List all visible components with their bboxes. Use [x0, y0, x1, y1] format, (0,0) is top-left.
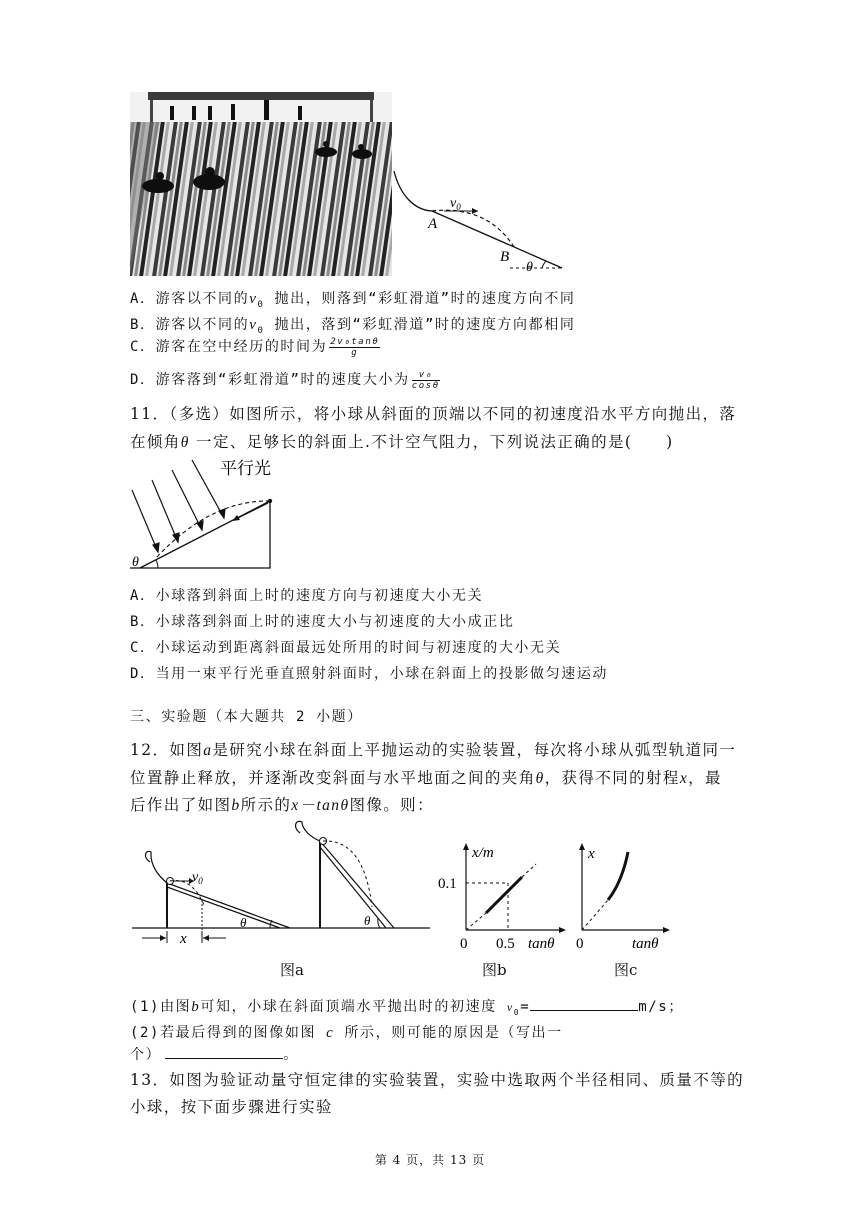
v0-label: $v_0$ — [450, 196, 461, 212]
q11-stem-line2: 在倾角θ 一定、足够长的斜面上.不计空气阻力，下列说法正确的是( ) — [130, 433, 674, 451]
q11-option-b: B．小球落到斜面上时的速度大小与初速度的大小成正比 — [130, 614, 515, 630]
angle-label: θ — [364, 913, 371, 928]
angle-label: θ — [526, 260, 533, 275]
q11-stem-line1: 11．（多选）如图所示，将小球从斜面的顶端以不同的初速度沿水平方向抛出，落 — [130, 405, 737, 423]
q11-option-d: D．当用一束平行光垂直照射斜面时，小球在斜面上的投影做匀速运动 — [130, 666, 609, 682]
y-tick-label: 0.1 — [438, 876, 457, 892]
q13-stem-line2: 小球，按下面步骤进行实验 — [130, 1098, 333, 1116]
point-b-label: B — [500, 249, 510, 265]
figure-a-apparatus — [132, 815, 432, 950]
rainbow-slide-photo — [130, 92, 392, 276]
q10-option-c: C．游客在空中经历的时间为 $\frac{\text{2v₀tanθ}}{g}$ — [130, 336, 380, 358]
answer-blank[interactable] — [165, 1044, 283, 1059]
angle-label: θ — [240, 915, 247, 930]
y-axis-label: x/m — [472, 845, 494, 861]
fraction: $\frac{\text{2v₀tanθ}}{g}$ — [330, 336, 380, 358]
q10-option-d: D．游客落到“彩虹滑道”时的速度大小为 $\frac{\text{v₀}}{\cos\theta}$ — [130, 369, 440, 391]
x-tick-label: 0.5 — [496, 936, 515, 952]
q12-stem-line2: 位置静止释放，并逐渐改变斜面与水平地面之间的夹角θ，获得不同的射程x，最 — [130, 769, 722, 787]
figure-c-caption: 图c — [614, 961, 638, 979]
x-axis-label: tanθ — [632, 936, 659, 952]
page-footer: 第 4 页，共 13 页 — [374, 1153, 486, 1167]
origin-label: 0 — [460, 936, 468, 952]
range-x-label: x — [180, 931, 187, 947]
point-a-label: A — [428, 216, 438, 232]
answer-blank[interactable] — [530, 996, 638, 1011]
q11-option-a: A．小球落到斜面上时的速度方向与初速度大小无关 — [130, 588, 484, 604]
q13-stem-line1: 13．如图为验证动量守恒定律的实验装置，实验中选取两个半径相同、质量不等的 — [130, 1071, 745, 1089]
origin-label: 0 — [576, 936, 584, 952]
x-axis-label: tanθ — [528, 936, 555, 952]
q12-sub2-line2: 个） 。 — [130, 1044, 299, 1064]
figure-b-caption: 图b — [482, 961, 507, 979]
fraction: $\frac{\text{v₀}}{\cos\theta}$ — [411, 369, 440, 391]
q12-sub1: (1)由图b可知，小球在斜面顶端水平抛出时的初速度 $v_0= m/s$； — [130, 996, 684, 1017]
section-heading: 三、实验题（本大题共 2 小题） — [130, 709, 363, 725]
parallel-light-diagram — [130, 456, 290, 576]
v0-label: $v_0$ — [192, 870, 203, 886]
q10-option-b: B．游客以不同的$v_0$ 抛出，落到“彩虹滑道”时的速度方向都相同 — [130, 317, 576, 336]
parallel-light-label: 平行光 — [220, 459, 271, 479]
y-axis-label: x — [588, 846, 595, 862]
q11-option-c: C．小球运动到距离斜面最远处所用的时间与初速度的大小无关 — [130, 640, 562, 656]
ski-jump-diagram — [392, 165, 572, 275]
figure-a-caption: 图a — [280, 961, 304, 979]
q12-sub2: (2)若最后得到的图像如图 c 所示，则可能的原因是（写出一 — [130, 1025, 563, 1041]
q12-stem-line3: 后作出了如图b所示的x－tanθ图像。则： — [130, 796, 434, 814]
q12-stem-line1: 12．如图a是研究小球在斜面上平抛运动的实验装置，每次将小球从弧型轨道同一 — [130, 741, 737, 759]
angle-label: θ — [132, 555, 139, 570]
q10-option-a: A．游客以不同的$v_0$ 抛出，则落到“彩虹滑道”时的速度方向不同 — [130, 291, 576, 310]
figure-c-graph — [570, 838, 680, 953]
figure-b-graph — [436, 838, 576, 953]
